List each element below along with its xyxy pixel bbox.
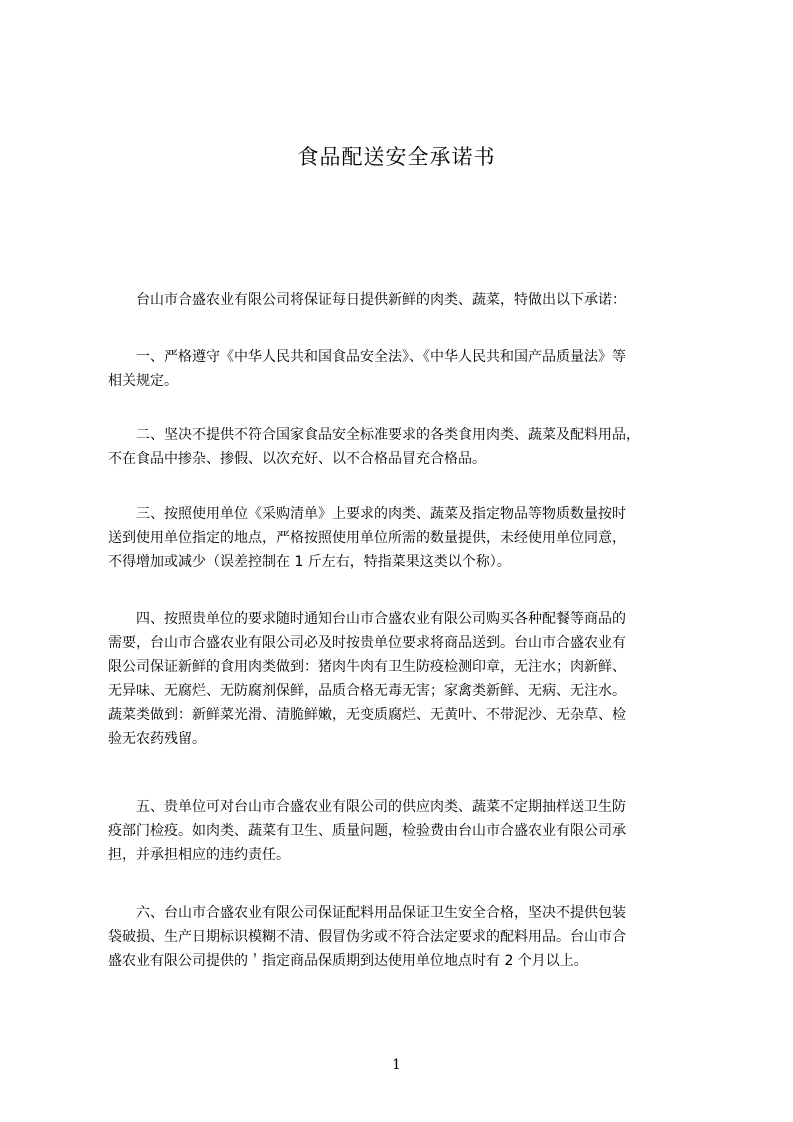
clause-4-line-1: 四、按照贵单位的要求随时通知台山市合盛农业有限公司购买各种配餐等商品的 (136, 611, 626, 627)
clause-3 (108, 502, 700, 574)
clause-4-line-3: 限公司保证新鲜的食用肉类做到：猪肉牛肉有卫生防疫检测印章，无注水；肉新鲜、 (108, 659, 626, 675)
clause-5-line-2: 疫部门检疫。如肉类、蔬菜有卫生、质量问题，检验费由台山市合盛农业有限公司承 (108, 823, 626, 839)
clause-2-line-2: 不在食品中掺杂、掺假、以次充好、以不合格品冒充合格品。 (108, 451, 486, 467)
clause-1 (108, 345, 700, 393)
document-title: 食品配送安全承诺书 (297, 145, 496, 169)
clause-3-line-3: 不得增加或减少（误差控制在 1 斤左右，特指菜果这类以个称）。 (108, 554, 511, 570)
clause-4-line-4: 无异味、无腐烂、无防腐剂保鲜，品质合格无毒无害；家禽类新鲜、无病、无注水。 (108, 683, 626, 699)
clause-6-line-3: 盛农业有限公司提供的＇指定商品保质期到达使用单位地点时有 2 个月以上。 (108, 953, 588, 969)
clause-5-line-3: 担，并承担相应的违约责任。 (108, 847, 290, 863)
clause-3-line-2: 送到使用单位指定的地点，严格按照使用单位所需的数量提供，未经使用单位同意， (108, 530, 626, 546)
clause-4 (108, 607, 700, 751)
clause-3-line-1: 三、按照使用单位《采购清单》上要求的肉类、蔬菜及指定物品等物质数量按时 (136, 506, 626, 522)
clause-4-line-2: 需要，台山市合盛农业有限公司必及时按贵单位要求将商品送到。台山市合盛农业有 (108, 635, 626, 651)
clause-1-line-1: 一、严格遵守《中华人民共和国食品安全法》、《中华人民共和国产品质量法》等 (136, 349, 626, 365)
clause-2-line-1: 二、坚决不提供不符合国家食品安全标准要求的各类食用肉类、蔬菜及配料用品， (136, 427, 640, 443)
page-number: 1 (392, 1057, 401, 1073)
clause-6-line-2: 袋破损、生产日期标识模糊不清、假冒伪劣或不符合法定要求的配料用品。台山市合 (108, 929, 626, 945)
clause-6-line-1: 六、台山市合盛农业有限公司保证配料用品保证卫生安全合格，坚决不提供包装 (136, 905, 626, 921)
clause-2 (108, 423, 700, 471)
clause-4-line-5: 蔬菜类做到：新鲜菜光滑、清脆鲜嫩，无变质腐烂、无黄叶、不带泥沙、无杂草、检 (108, 707, 626, 723)
clause-6 (108, 901, 700, 973)
clause-5 (108, 795, 700, 867)
clause-4-line-6: 验无农药残留。 (108, 731, 206, 747)
clause-1-line-2: 相关规定。 (108, 373, 178, 389)
intro-paragraph: 台山市合盛农业有限公司将保证每日提供新鲜的肉类、蔬菜，特做出以下承诺： (136, 292, 626, 308)
clause-5-line-1: 五、贵单位可对台山市合盛农业有限公司的供应肉类、蔬菜不定期抽样送卫生防 (136, 799, 626, 815)
